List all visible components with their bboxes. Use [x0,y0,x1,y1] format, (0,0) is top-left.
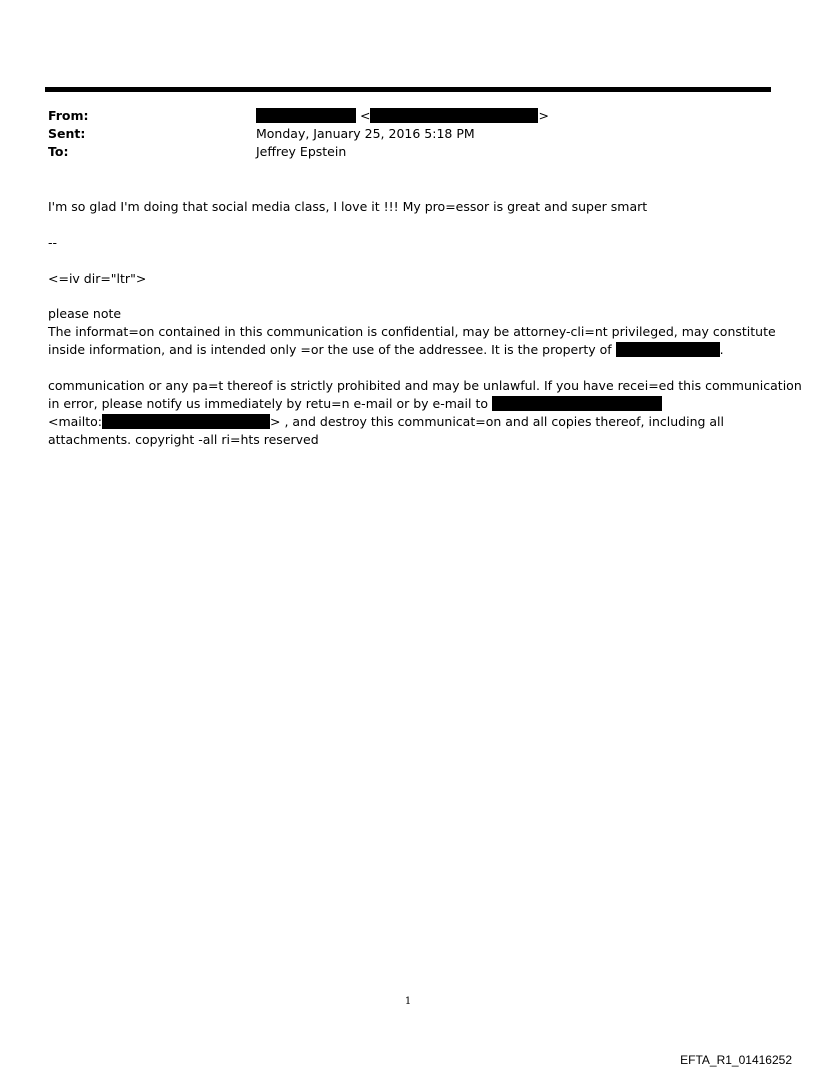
body-line-3: <=iv dir="ltr"> [48,271,147,286]
from-value [256,107,549,125]
from-lt: < [359,108,371,123]
sent-value: Monday, January 25, 2016 5:18 PM [256,126,475,141]
para2-line-2 [48,395,768,413]
para2-line-3 [48,413,768,431]
from-gt: > [538,108,549,123]
redaction-block [616,342,720,357]
note-line-1: The informat=on contained in this communication is confidential, may be attorney-cli=nt privileged, may constitute [48,324,776,339]
para2-line-3-text: > , and destroy this communicat=on and all copies thereof, including all [270,414,725,429]
header-rule [45,87,771,92]
note-title: please note [48,306,122,321]
redaction-block [102,414,270,429]
note-line-2-text: inside information, and is intended only =or the use of the addressee. It is the property of [48,342,616,357]
to-label: To: [48,144,69,159]
note-line-2 [48,341,768,359]
document-id: EFTA_R1_01416252 [680,1053,792,1067]
redaction-block [370,108,538,123]
mailto-prefix: <mailto: [48,414,103,429]
body-line-1: I'm so glad I'm doing that social media class, I love it !!! My pro=essor is great and super smart [48,199,648,214]
to-value: Jeffrey Epstein [256,144,347,159]
sent-label: Sent: [48,126,86,141]
body-line-2: -- [48,235,58,250]
redaction-block [492,396,662,411]
page-number: 1 [404,996,412,1007]
redaction-block [256,108,356,123]
para2-line-2-text: in error, please notify us immediately by retu=n e-mail or by e-mail to [48,396,492,411]
note-line-2-end: . [719,342,724,357]
from-label: From: [48,108,89,123]
para2-line-4: attachments. copyright -all ri=hts reserved [48,432,319,447]
para2-line-1: communication or any pa=t thereof is strictly prohibited and may be unlawful. If you have recei=ed this communication [48,378,802,393]
